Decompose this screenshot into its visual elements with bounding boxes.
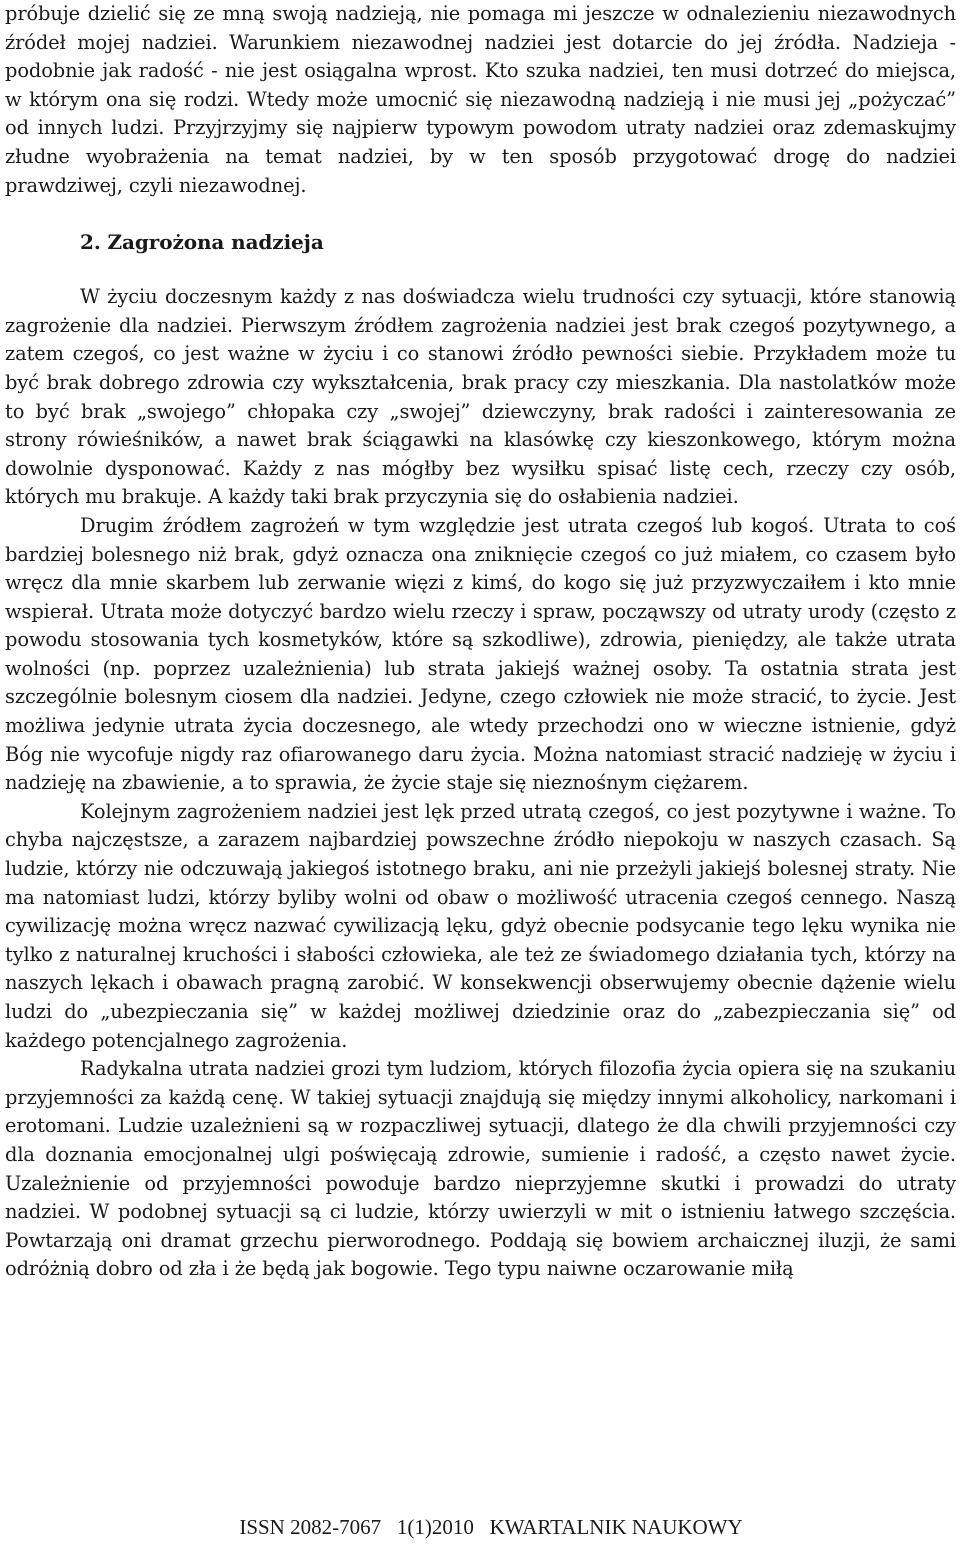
page-footer: ISSN 2082-7067 1(1)2010 KWARTALNIK NAUKOWY <box>239 1515 743 1539</box>
paragraph-fear: Kolejnym zagrożeniem nadziei jest lęk przed utratą czegoś, co jest pozytywne i ważne. To chyba najczęstsze, a zarazem najbardziej powszechne źródło niepokoju w naszych czasach. Są ludzie, którzy nie odczuwają jakiegoś istotnego braku, ani nie przeżyli jakiejś bolesnej straty. Nie ma natomiast ludzi, którzy byliby wolni od obaw o możliwość utracenia czegoś cennego. Naszą cywilizację można wręcz nazwać cywilizacją lęku, gdyż obecnie podsycanie tego lęku wynika nie tylko z naturalnej kruchości i słabości człowieka, ale też ze świadomego działania tych, którzy na naszych lękach i obawach pragną zarobić. W konsekwencji obserwujemy obecnie dążenie wielu ludzi do „ubezpieczania się” w każdej możliwej dziedzinie oraz do „zabezpieczania się” od każdego potencjalnego zagrożenia. <box>5 799 956 1052</box>
section-heading: 2. Zagrożona nadzieja <box>80 230 324 255</box>
paragraph-pleasure: Radykalna utrata nadziei grozi tym ludziom, których filozofia życia opiera się na szukaniu przyjemności za każdą cenę. W takiej sytuacji znajdują się między innymi alkoholicy, narkomani i erotomani. Ludzie uzależnieni są w rozpaczliwej sytuacji, dlatego że dla chwili przyjemności czy dla doznania emocjonalnej ulgi poświęcają zdrowie, sumienie i radość, a często nawet życie. Uzależnienie od przyjemności powoduje bardzo nieprzyjemne skutki i prowadzi do utraty nadziei. W podobnej sytuacji są ci ludzie, którzy uwierzyli w mit o istnieniu łatwego szczęścia. Powtarzają oni dramat grzechu pierworodnego. Poddają się bowiem archaicznej iluzji, że sami odróżnią dobro od zła i że będą jak bogowie. Tego typu naiwne oczarowanie miłą <box>5 1057 956 1281</box>
paragraph-loss: Drugim źródłem zagrożeń w tym względzie jest utrata czegoś lub kogoś. Utrata to coś bardziej bolesnego niż brak, gdyż oznacza ona zniknięcie czegoś co już miałem, co czasem było wręcz dla mnie skarbem lub zerwanie więzi z kimś, do kogo się już przyzwyczaiłem i kto mnie wspierał. Utrata może dotyczyć bardzo wielu rzeczy i spraw, począwszy od utraty urody (często z powodu stosowania tych kosmetyków, które są szkodliwe), zdrowia, pieniędzy, ale także utrata wolności (np. poprzez uzależnienia) lub strata jakiejś ważnej osoby. Ta ostatnia strata jest szczególnie bolesnym ciosem dla nadziei. Jedyne, czego człowiek nie może stracić, to życie. Jest możliwa jedynie utrata życia doczesnego, ale wtedy przechodzi ono w wieczne istnienie, gdyż Bóg nie wycofuje nigdy raz ofiarowanego daru życia. Można natomiast stracić nadzieję w życiu i nadzieję na zbawienie, a to sprawia, że życie staje się nieznośnym ciężarem. <box>5 513 956 795</box>
document-body <box>5 0 956 1284</box>
paragraph-lack: W życiu doczesnym każdy z nas doświadcza wielu trudności czy sytuacji, które stanowią zagrożenie dla nadziei. Pierwszym źródłem zagrożenia nadziei jest brak czegoś pozytywnego, a zatem czegoś, co jest ważne w życiu i co stanowi źródło pewności siebie. Przykładem może tu być brak dobrego zdrowia czy wykształcenia, brak pracy czy mieszkania. Dla nastolatków może to być brak „swojego” chłopaka czy „swojej” dziewczyny, brak radości i zainteresowania ze strony rówieśników, a nawet brak ściągawki na klasówkę czy kieszonkowego, którym można dowolnie dysponować. Każdy z nas mógłby bez wysiłku spisać listę cech, rzeczy czy osób, których mu brakuje. A każdy taki brak przyczynia się do osłabienia nadziei. <box>5 285 956 509</box>
paragraph-intro: próbuje dzielić się ze mną swoją nadzieją, nie pomaga mi jeszcze w odnalezieniu niezawodnych źródeł mojej nadziei. Warunkiem niezawodnej nadziei jest dotarcie do jej źródła. Nadzieja - podobnie jak radość - nie jest osiągalna wprost. Kto szuka nadziei, ten musi dotrzeć do miejsca, w którym ona się rodzi. Wtedy może umocnić się niezawodną nadzieją i nie musi jej „pożyczać” od innych ludzi. Przyjrzyjmy się najpierw typowym powodom utraty nadziei oraz zdemaskujmy złudne wyobrażenia na temat nadziei, by w ten sposób przygotować drogę do nadziei prawdziwej, czyli niezawodnej. <box>5 2 956 197</box>
